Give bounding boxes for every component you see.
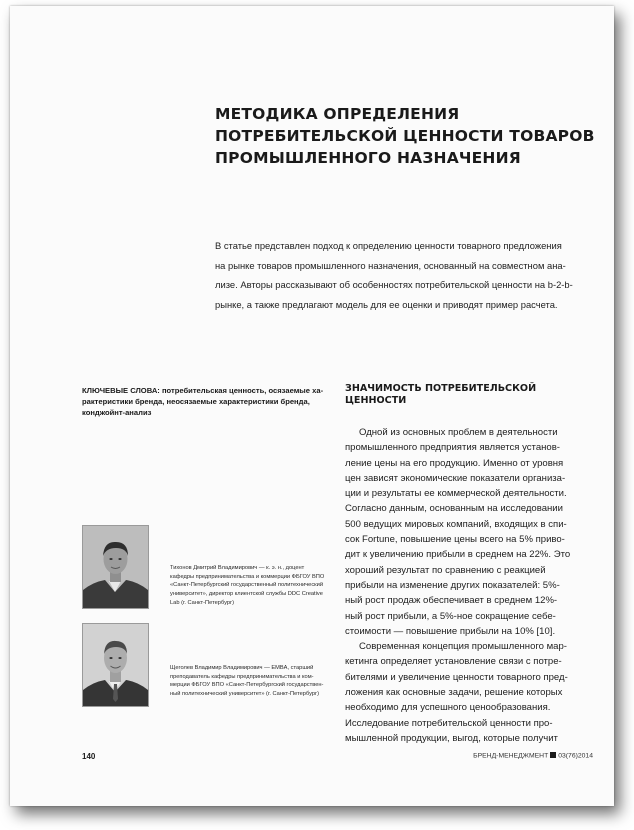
lead-line: В статье представлен подход к определению ценности товарного предложения <box>215 240 562 251</box>
body-line: цен зависят экономические показатели организа- <box>345 472 566 484</box>
body-line: ный рост продаж обеспечивает в среднем 12%- <box>345 595 558 607</box>
magazine-page <box>10 6 614 806</box>
author-bio-line: университет», директор клиентской службы DDC Creative <box>170 591 323 598</box>
article-title-line: МЕТОДИКА ОПРЕДЕЛЕНИЯ <box>215 105 460 123</box>
body-line: хороший результат по сравнению с реакцией <box>345 564 546 576</box>
lead-line: на рынке товаров промышленного назначения, основанный на совместном ана- <box>215 259 566 271</box>
body-line: мышленной продукции, выгод, которые получит <box>345 732 558 744</box>
portrait-icon <box>83 624 148 706</box>
square-bullet-icon <box>550 752 556 758</box>
author-bio-line: преподаватель кафедры предпринимательства и ком- <box>170 673 314 680</box>
author-bio-line: ный политехнический университет» (г. Санкт-Петербург) <box>170 691 319 698</box>
keywords-line: рактеристики бренда, неосязаемые характеристики бренда, <box>82 397 310 407</box>
article-title-line: ПОТРЕБИТЕЛЬСКОЙ ЦЕННОСТИ ТОВАРОВ <box>215 127 595 145</box>
journal-issue: 03(76)2014 <box>558 752 593 760</box>
body-line: бителями и увеличение ценности товарного пред- <box>345 671 568 683</box>
body-line: Согласно данным, основанным на исследовании <box>345 503 563 515</box>
body-line: Одной из основных проблем в деятельности <box>359 427 558 438</box>
body-line: кетинга определяет установление связи с потре- <box>345 656 562 668</box>
page-number: 140 <box>82 752 96 761</box>
portrait-icon <box>83 526 148 608</box>
article-title <box>215 103 595 169</box>
article-body <box>345 425 597 746</box>
section-title-line: ЦЕННОСТИ <box>345 395 407 406</box>
body-line: ление цены на его продукцию. Именно от уровня <box>345 457 564 469</box>
lead-line: лизе. Авторы рассказывают об особенностях потребительской ценности на b-2-b- <box>215 279 573 291</box>
body-line: сок Fortune, повышение цены всего на 5% приво- <box>345 534 565 546</box>
keywords-line: КЛЮЧЕВЫЕ СЛОВА: потребительская ценность, осязаемые ха- <box>82 386 324 395</box>
body-line: ный рост прибыли, а 5%-ное сокращение себе- <box>345 610 556 622</box>
author-bio-line: Тихонов Дмитрий Владимирович — к. э. н., доцент <box>170 565 305 571</box>
body-line: ложения как основные задачи, решение которых <box>345 687 563 699</box>
journal-name: БРЕНД-МЕНЕДЖМЕНТ <box>473 752 549 760</box>
author-bio-tikhonov <box>170 564 330 608</box>
body-line: прибыли на изменение других показателей: 5%- <box>345 579 560 591</box>
author-bio-line: «Санкт-Петербургский государственный политехнический <box>170 582 324 589</box>
journal-footer <box>473 752 593 760</box>
author-bio-line: мерции ФБГОУ ВПО «Санкт-Петербургский государствен- <box>170 682 324 689</box>
body-line: Современная концепция промышленного мар- <box>359 641 567 653</box>
author-bio-line: Lab (г. Санкт-Петербург) <box>170 599 235 606</box>
body-line: 500 ведущих мировых компаний, входящих в спи- <box>345 518 567 530</box>
section-title-line: ЗНАЧИМОСТЬ ПОТРЕБИТЕЛЬСКОЙ <box>345 383 537 394</box>
lead-line: рынке, а также предлагают модель для ее оценки и приводят пример расчета. <box>215 298 558 310</box>
body-line: промышленного предприятия является установ- <box>345 442 560 454</box>
author-photo-shchegolev <box>82 623 149 707</box>
body-line: стоимости — повышение прибыли на 10% [10]. <box>345 625 556 637</box>
author-photo-tikhonov <box>82 525 149 609</box>
body-line: Исследование потребительской ценности про- <box>345 717 553 729</box>
keywords-block <box>82 385 330 419</box>
keywords-line: конджойнт-анализ <box>82 408 152 418</box>
article-lead <box>215 236 595 314</box>
section-title <box>345 383 595 407</box>
body-line: дит к увеличению прибыли в среднем на 22%. Это <box>345 549 571 561</box>
author-bio-shchegolev <box>170 664 330 699</box>
author-bio-line: кафедры предпринимательства и коммерции ФБГОУ ВПО <box>170 573 325 580</box>
body-line: ции и результаты ее коммерческой деятельности. <box>345 488 567 500</box>
article-title-line: ПРОМЫШЛЕННОГО НАЗНАЧЕНИЯ <box>215 149 521 167</box>
author-bio-line: Щеголев Владимир Владимирович — EMBA, старший <box>170 665 314 671</box>
body-line: необходимо для успешного ценообразования. <box>345 702 551 714</box>
